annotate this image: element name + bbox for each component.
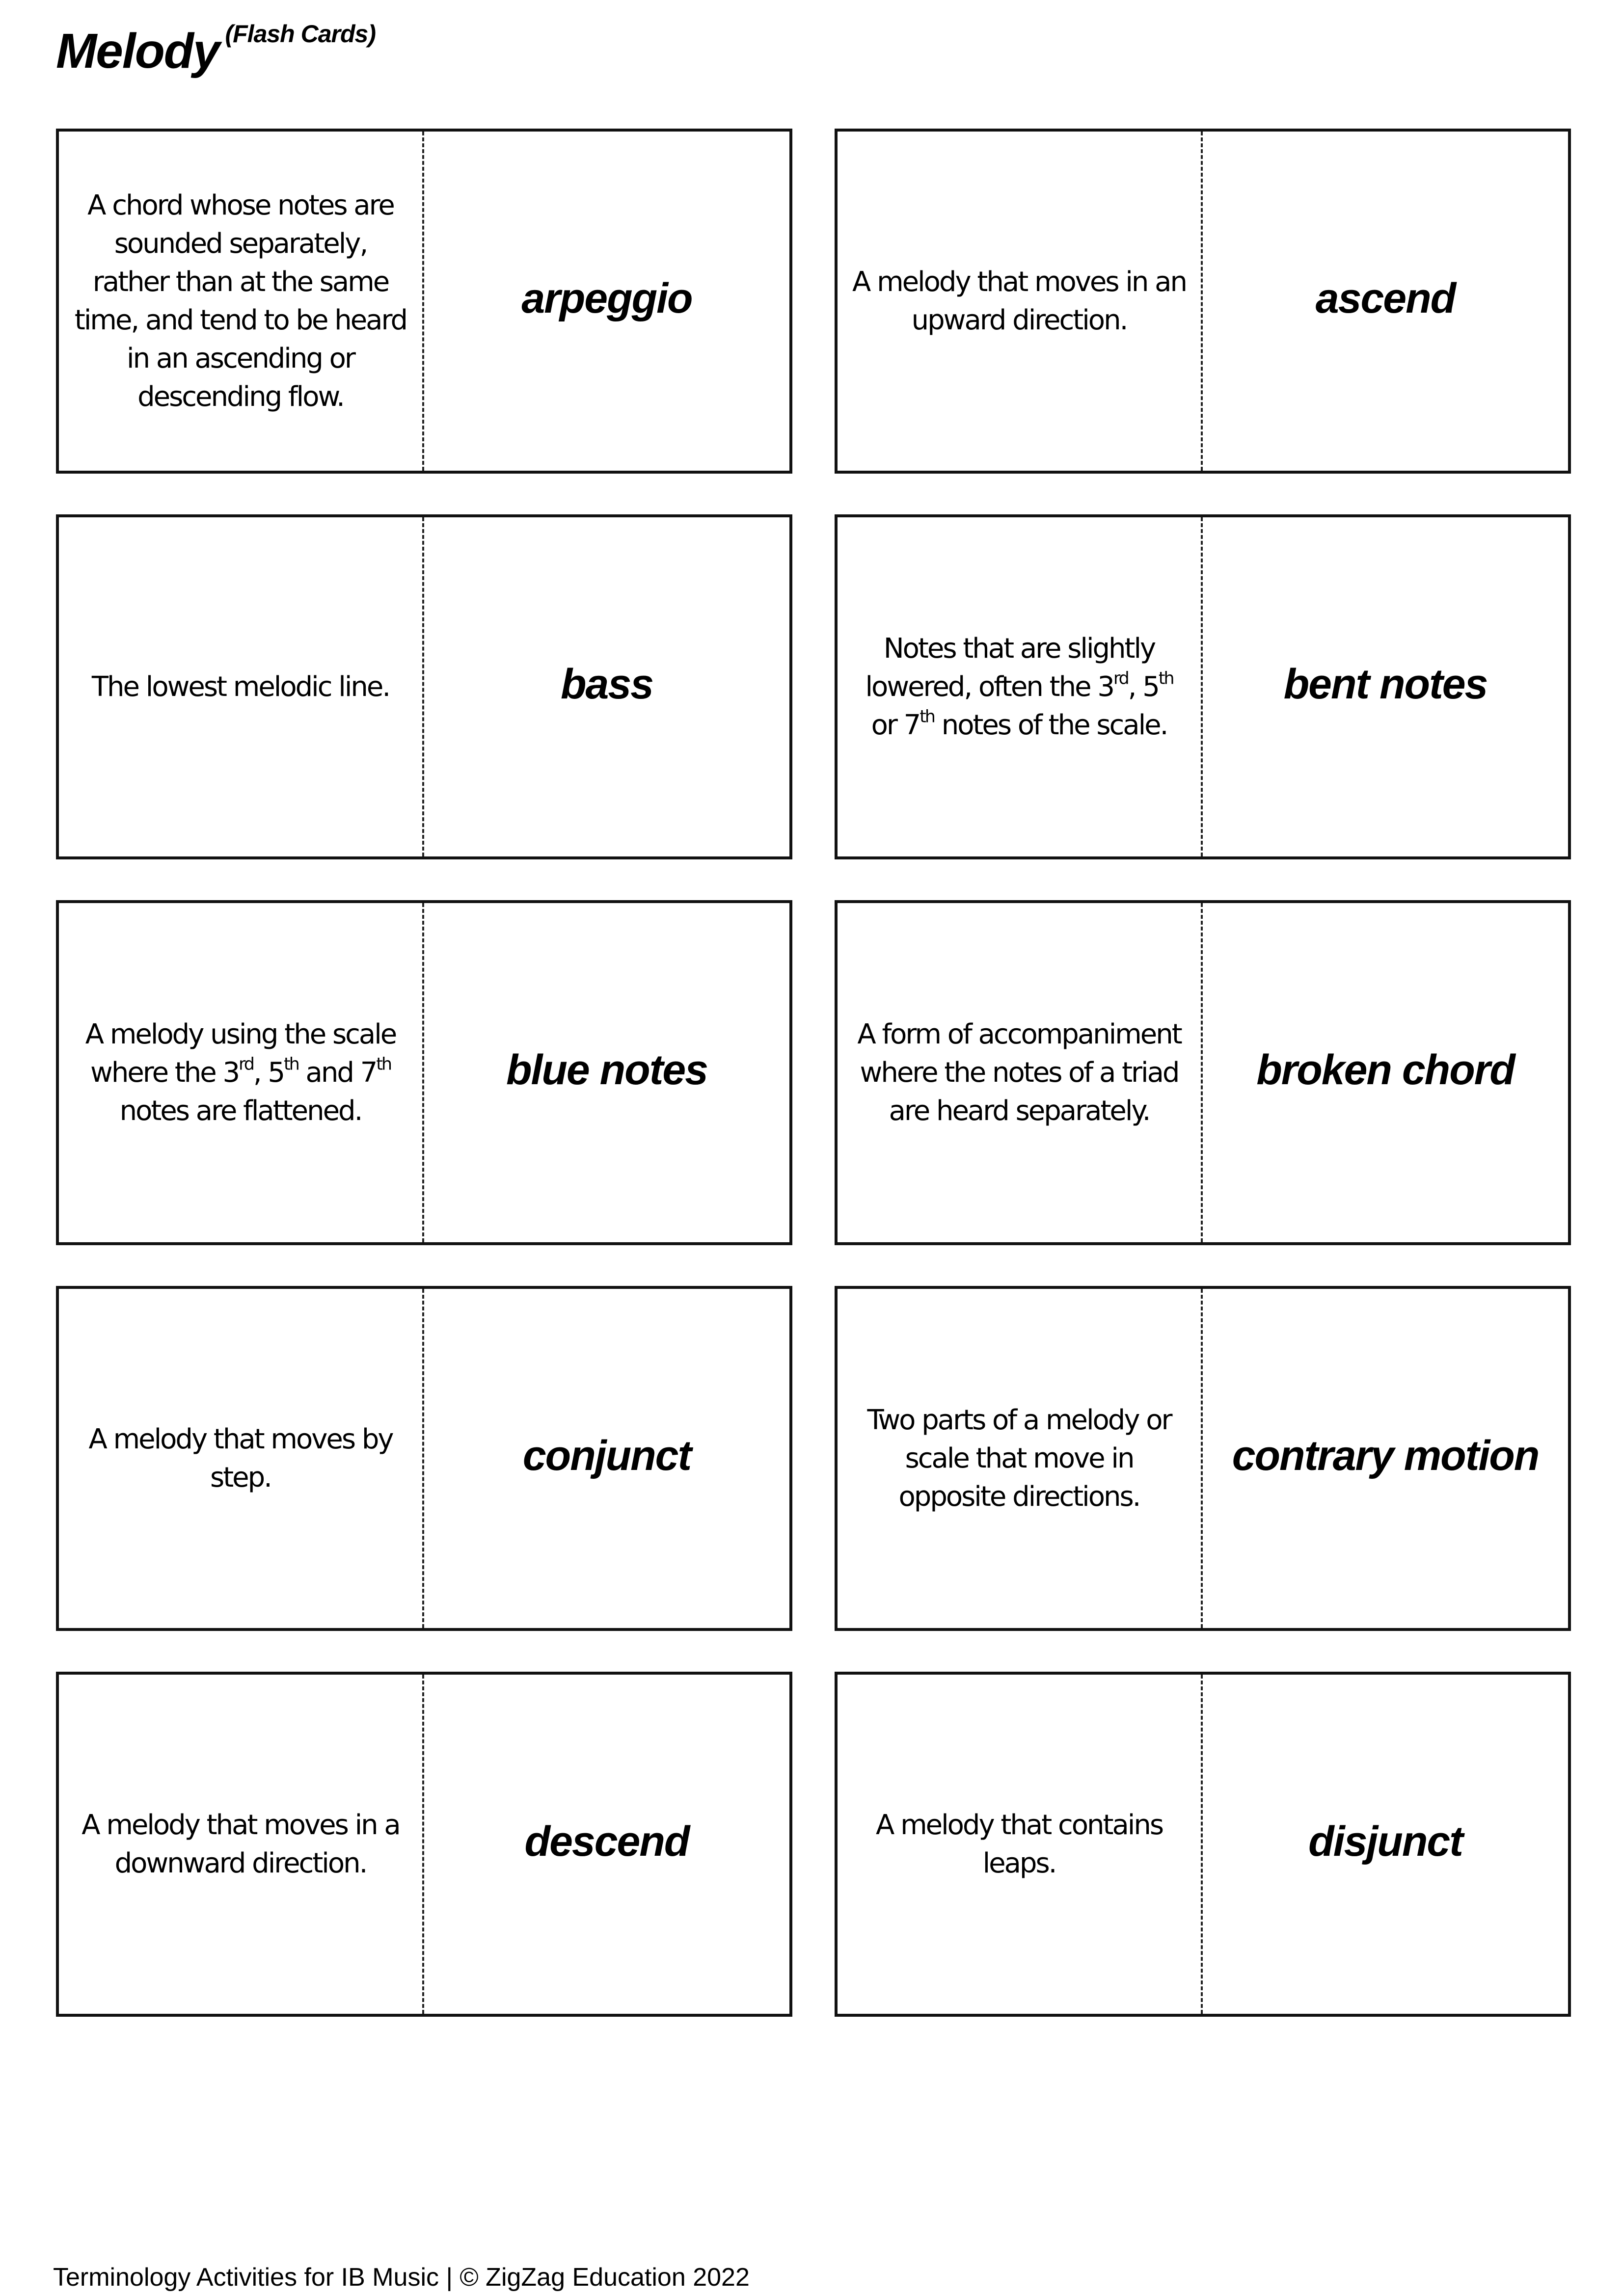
card-definition [59, 903, 424, 1242]
flash-card [835, 900, 1571, 1245]
card-term: blue notes [506, 1046, 708, 1094]
page-title-text: Melody [56, 24, 219, 79]
flash-card [56, 900, 792, 1245]
definition-text: A melody using the scale where the 3rd, 5th and 7th notes are flattened. [85, 1018, 396, 1127]
card-term: arpeggio [521, 275, 692, 322]
card-definition [838, 903, 1203, 1242]
card-definition [59, 132, 424, 471]
definition-text: A melody that contains leaps. [876, 1809, 1163, 1879]
card-definition [838, 132, 1203, 471]
definition-text: A chord whose notes are sounded separately, rather than at the same time, and tend to be heard in an ascending or descending flow. [74, 189, 407, 413]
card-term: contrary motion [1232, 1432, 1539, 1479]
page-footer: Terminology Activities for IB Music | © ZigZag Education 2022 [53, 2263, 750, 2292]
definition-text: A form of accompaniment where the notes of a triad are heard separately. [857, 1018, 1181, 1127]
definition-text: The lowest melodic line. [91, 670, 390, 703]
page-subtitle: (Flash Cards) [225, 20, 376, 48]
flash-card [835, 514, 1571, 859]
definition-text: A melody that moves in an upward direction. [852, 266, 1186, 336]
card-definition [838, 517, 1203, 856]
definition-text: A melody that moves in a downward direction. [81, 1809, 400, 1879]
card-definition [59, 1675, 424, 2014]
card-term: bass [560, 661, 653, 708]
card-term: broken chord [1256, 1046, 1515, 1094]
card-term: descend [524, 1818, 689, 1865]
definition-text: Two parts of a melody or scale that move in opposite directions. [867, 1404, 1171, 1513]
card-term: disjunct [1308, 1818, 1462, 1865]
card-definition [838, 1289, 1203, 1628]
card-definition [59, 517, 424, 856]
definition-text: Notes that are slightly lowered, often the 3rd, 5th or 7th notes of the scale. [865, 632, 1173, 741]
flash-card [56, 1672, 792, 2017]
flash-card [56, 1286, 792, 1631]
card-definition [59, 1289, 424, 1628]
card-definition [838, 1675, 1203, 2014]
flash-card [835, 1672, 1571, 2017]
page-title [56, 20, 376, 80]
flash-card [56, 514, 792, 859]
flash-card [56, 129, 792, 474]
card-term: bent notes [1283, 661, 1488, 708]
flash-card [835, 1286, 1571, 1631]
definition-text: A melody that moves by step. [88, 1423, 393, 1494]
card-term: ascend [1315, 275, 1456, 322]
flash-card [835, 129, 1571, 474]
card-term: conjunct [522, 1432, 691, 1479]
